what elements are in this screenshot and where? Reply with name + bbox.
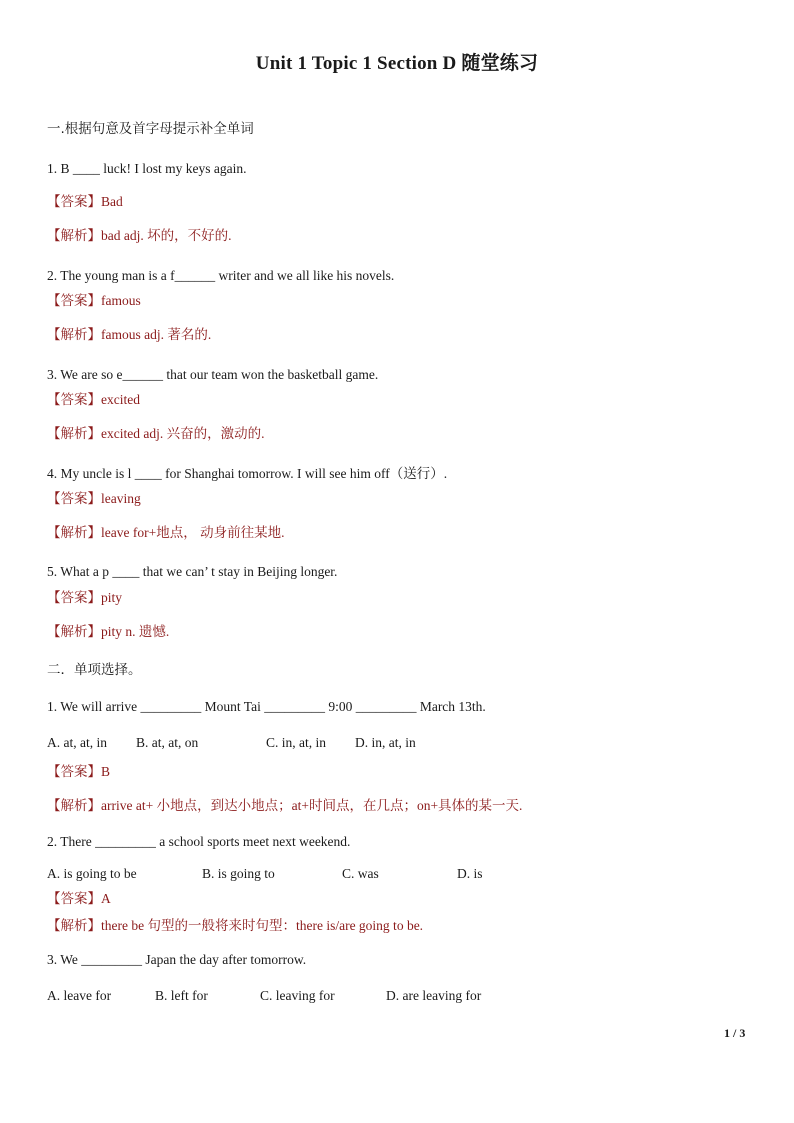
question-2-1: 1. We will arrive _________ Mount Tai _________ 9:00 _________ March 13th. xyxy=(47,699,486,714)
page-number: 1 / 3 xyxy=(724,1026,746,1040)
analysis-1-4: 【解析】leave for+地点， 动身前往某地. xyxy=(47,525,285,540)
question-1-4: 4. My uncle is l ____ for Shanghai tomorrow. I will see him off（送行）. xyxy=(47,466,448,481)
analysis-1-5: 【解析】pity n. 遗憾. xyxy=(47,624,170,639)
question-1-5: 5. What a p ____ that we can’ t stay in Beijing longer. xyxy=(47,564,338,579)
question-2-3: 3. We _________ Japan the day after tomorrow. xyxy=(47,952,307,967)
answer-1-5: 【答案】pity xyxy=(47,590,123,605)
analysis-1-2: 【解析】famous adj. 著名的. xyxy=(47,327,212,342)
answer-1-2: 【答案】famous xyxy=(47,293,141,308)
option-2-2-c: C. was xyxy=(342,866,379,881)
analysis-1-1: 【解析】bad adj. 坏的，不好的. xyxy=(47,228,232,243)
question-1-1: 1. B ____ luck! I lost my keys again. xyxy=(47,161,247,176)
section-heading-2: 二．单项选择。 xyxy=(47,662,142,678)
question-1-3: 3. We are so e______ that our team won the basketball game. xyxy=(47,367,379,382)
page-title: Unit 1 Topic 1 Section D 随堂练习 xyxy=(255,53,539,74)
option-2-3-c: C. leaving for xyxy=(260,988,335,1003)
option-2-2-b: B. is going to xyxy=(202,866,275,881)
answer-1-1: 【答案】Bad xyxy=(47,194,123,209)
answer-2-2: 【答案】A xyxy=(47,891,111,906)
option-2-3-b: B. left for xyxy=(155,988,208,1003)
option-2-3-d: D. are leaving for xyxy=(386,988,482,1003)
option-2-1-a: A. at, at, in xyxy=(47,735,107,750)
option-2-2-d: D. is xyxy=(457,866,483,881)
analysis-2-2: 【解析】there be 句型的一般将来时句型：there is/are going to be. xyxy=(47,918,424,933)
option-2-1-c: C. in, at, in xyxy=(266,735,326,750)
option-2-2-a: A. is going to be xyxy=(47,866,137,881)
option-2-1-b: B. at, at, on xyxy=(136,735,199,750)
analysis-1-3: 【解析】excited adj. 兴奋的，激动的. xyxy=(47,426,265,441)
question-2-2: 2. There _________ a school sports meet next weekend. xyxy=(47,834,351,849)
section-heading-1: 一.根据句意及首字母提示补全单词 xyxy=(47,121,254,137)
answer-1-3: 【答案】excited xyxy=(47,392,140,407)
question-1-2: 2. The young man is a f______ writer and we all like his novels. xyxy=(47,268,395,283)
analysis-2-1: 【解析】arrive at+ 小地点，到达小地点；at+时间点，在几点；on+具体的某一天. xyxy=(47,798,523,813)
option-2-1-d: D. in, at, in xyxy=(355,735,416,750)
answer-1-4: 【答案】leaving xyxy=(47,491,141,506)
option-2-3-a: A. leave for xyxy=(47,988,112,1003)
answer-2-1: 【答案】B xyxy=(47,764,111,779)
